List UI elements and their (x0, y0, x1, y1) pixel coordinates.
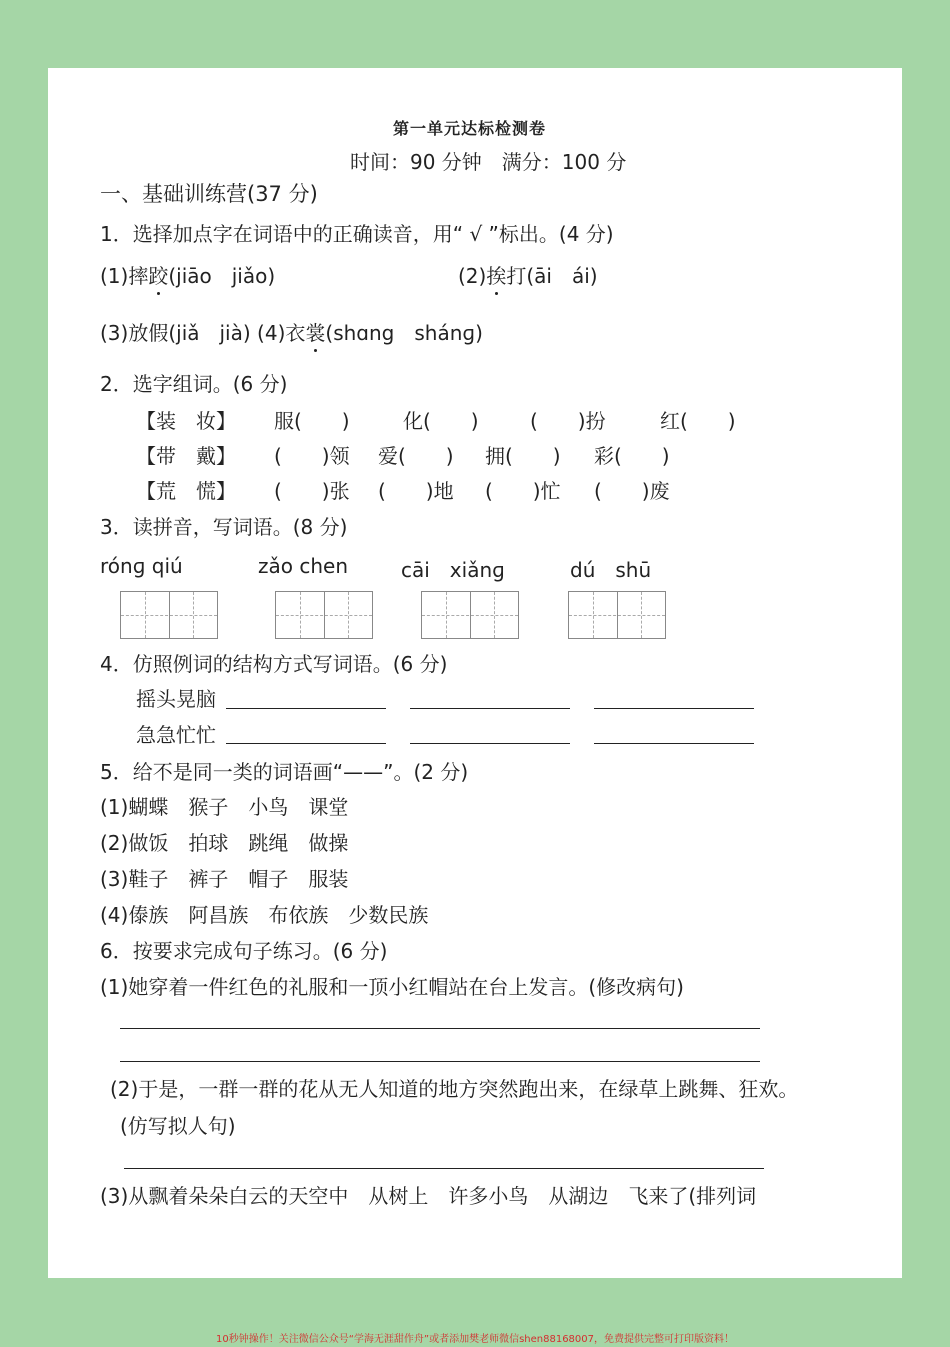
dotted-character: 挨 (486, 264, 507, 288)
q2-row-2-cell: 彩( ) (594, 444, 670, 468)
question-1-item-2 (458, 260, 598, 289)
question-1-prompt: 1．选择加点字在词语中的正确读音，用“ √ ”标出。(4 分) (100, 222, 614, 246)
q5-item: (1)蝴蝶 猴子 小鸟 课堂 (100, 795, 349, 819)
dotted-character: 裳 (305, 321, 326, 345)
q2-row-3-cell: ( )废 (594, 479, 670, 503)
pinyin-4: dú shū (570, 558, 652, 582)
q2-row-3-cell: ( )地 (378, 479, 454, 503)
answer-line[interactable] (410, 743, 570, 744)
q2-row-3-cell: ( )忙 (485, 479, 561, 503)
q2-row-2-cell: ( )领 (274, 444, 350, 468)
q6-sentence-2: (2)于是，一群一群的花从无人知道的地方突然跑出来，在绿草上跳舞、狂欢。 (110, 1077, 799, 1101)
question-5-prompt: 5．给不是同一类的词语画“——”。(2 分) (100, 760, 469, 784)
item-text: (shɑng shánɡ) (325, 321, 483, 345)
q6-sentence-3: (3)从飘着朵朵白云的天空中 从树上 许多小鸟 从湖边 飞来了(排列词 (100, 1184, 757, 1208)
answer-line[interactable] (120, 1028, 760, 1029)
item-text: (2) (458, 264, 487, 288)
time-score-info: 时间：90 分钟 满分：100 分 (350, 150, 627, 174)
item-text: (1)摔 (100, 264, 149, 288)
q2-row-1-cell: ( )扮 (530, 409, 606, 433)
question-1-item-1 (100, 260, 275, 289)
q2-row-2-label: 【带 戴】 (136, 444, 236, 468)
item-text: 打(āi ái) (506, 264, 598, 288)
answer-line[interactable] (120, 1061, 760, 1062)
dotted-character: 跤 (148, 264, 169, 288)
q6-sentence-1: (1)她穿着一件红色的礼服和一顶小红帽站在台上发言。(修改病句) (100, 975, 684, 999)
question-4-prompt: 4．仿照例词的结构方式写词语。(6 分) (100, 652, 448, 676)
pinyin-3: cāi xiǎnɡ (401, 558, 505, 582)
example-word-2: 急急忙忙 (136, 723, 216, 747)
answer-line[interactable] (410, 708, 570, 709)
q2-row-1-cell: 服( ) (274, 409, 350, 433)
question-2-prompt: 2．选字组词。(6 分) (100, 372, 288, 396)
q2-row-1-label: 【装 妆】 (136, 409, 236, 433)
page-title: 第一单元达标检测卷 (393, 119, 547, 138)
question-1-item-3 (100, 317, 483, 346)
worksheet-page (48, 68, 902, 1278)
answer-line[interactable] (124, 1168, 764, 1169)
item-text: (jiāo jiǎo) (168, 264, 276, 288)
writing-grid[interactable] (568, 591, 666, 639)
footer-notice: 10秒钟操作！关注微信公众号“学海无涯甜作舟”或者添加樊老师微信shen88168007，免费提供完整可打印版资料！ (215, 1334, 735, 1345)
q5-item: (4)傣族 阿昌族 布依族 少数民族 (100, 903, 429, 927)
q5-item: (2)做饭 拍球 跳绳 做操 (100, 831, 349, 855)
q2-row-3-cell: ( )张 (274, 479, 350, 503)
item-text: (3)放假(jiǎ jià) (100, 321, 251, 345)
pinyin-1: rónɡ qiú (100, 554, 183, 578)
section-heading: 一、基础训练营(37 分) (100, 182, 318, 206)
item-text: (4)衣 (257, 321, 306, 345)
writing-grid[interactable] (421, 591, 519, 639)
answer-line[interactable] (594, 743, 754, 744)
writing-grid[interactable] (120, 591, 218, 639)
question-3-prompt: 3．读拼音，写词语。(8 分) (100, 515, 348, 539)
q2-row-1-cell: 化( ) (403, 409, 479, 433)
writing-grid[interactable] (275, 591, 373, 639)
example-word-1: 摇头晃脑 (136, 687, 216, 711)
q2-row-2-cell: 拥( ) (485, 444, 561, 468)
answer-line[interactable] (226, 708, 386, 709)
q5-item: (3)鞋子 裤子 帽子 服装 (100, 867, 349, 891)
q2-row-2-cell: 爱( ) (378, 444, 454, 468)
q2-row-1-cell: 红( ) (660, 409, 736, 433)
pinyin-2: zǎo chen (258, 554, 348, 578)
q6-sentence-2-note: (仿写拟人句) (120, 1114, 236, 1138)
question-6-prompt: 6．按要求完成句子练习。(6 分) (100, 939, 388, 963)
answer-line[interactable] (594, 708, 754, 709)
q2-row-3-label: 【荒 慌】 (136, 479, 236, 503)
answer-line[interactable] (226, 743, 386, 744)
